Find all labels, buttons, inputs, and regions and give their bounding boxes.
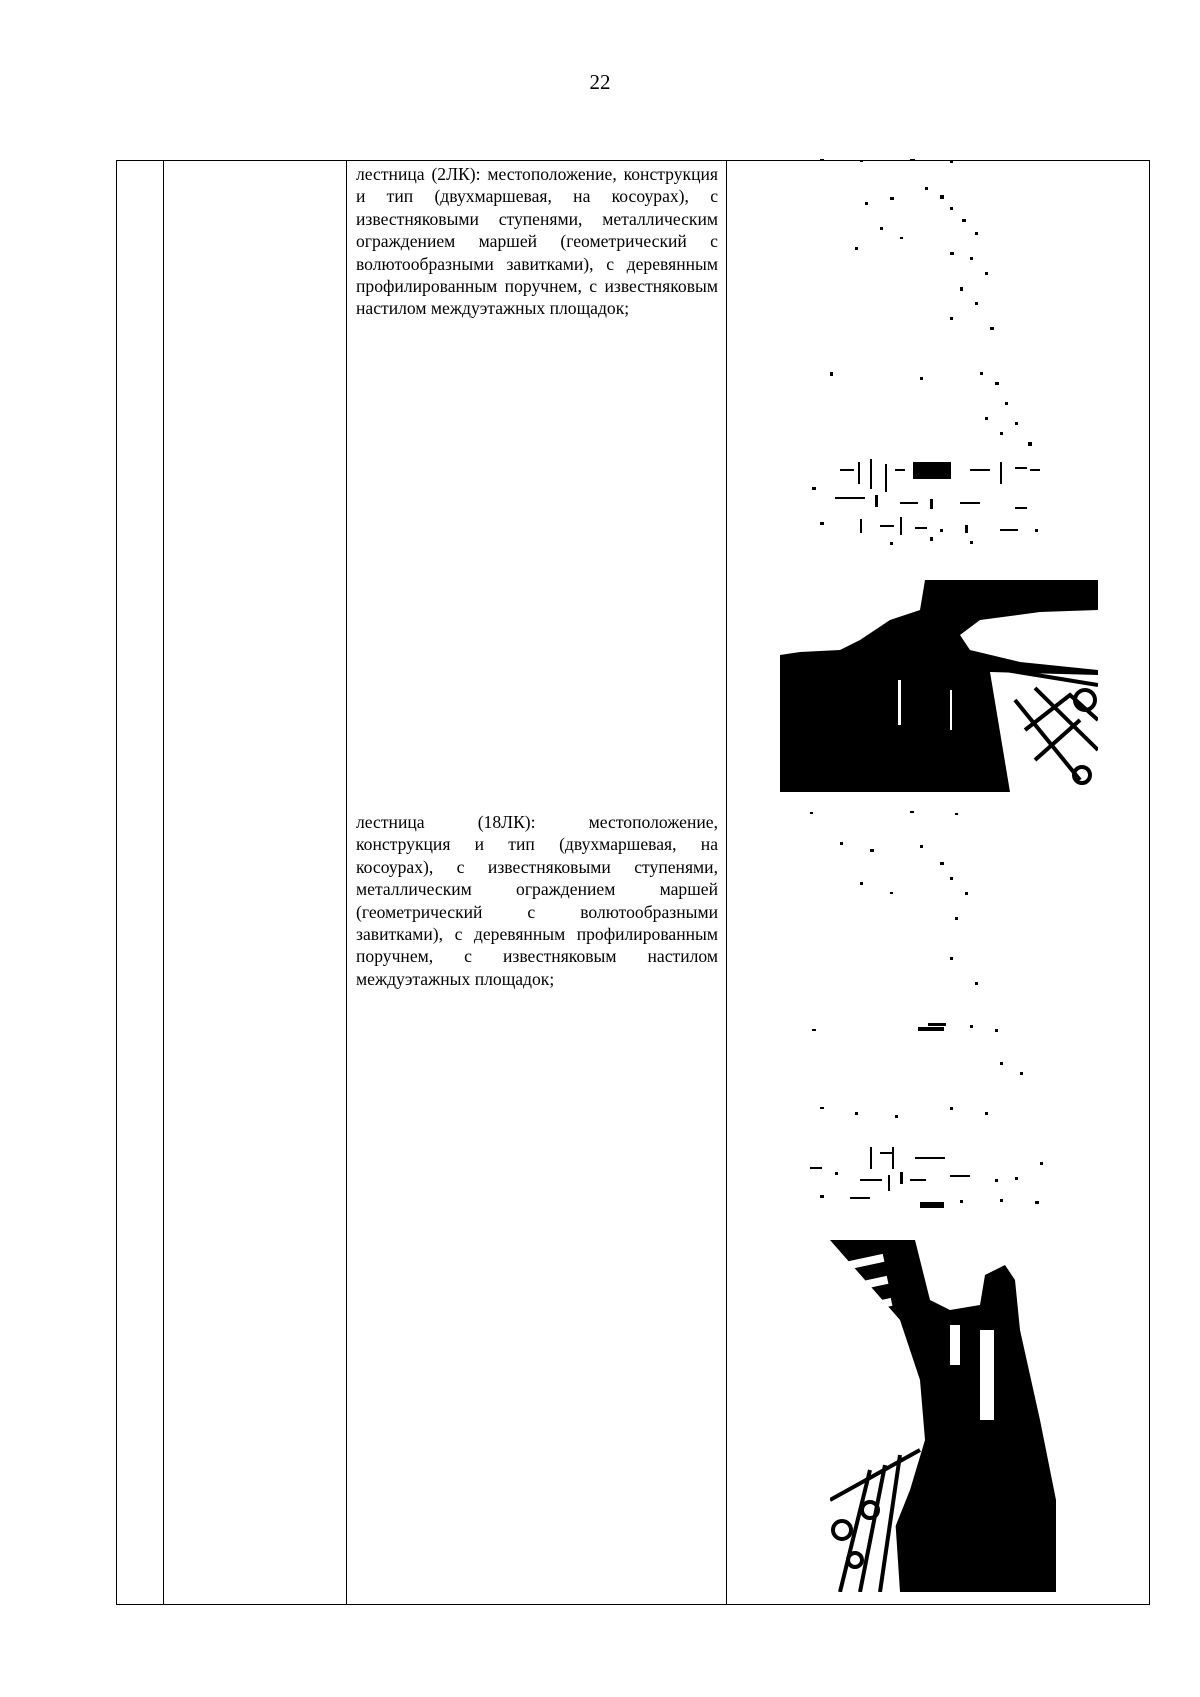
page-number: 22 (589, 70, 611, 94)
staircase-18lk-description: лестница (18ЛК): местоположение, конструкция и тип (двухмаршевая, на косоурах), с известняковыми ступенями, металлическим ограждением маршей (геометрический с волютообразными завитками), с деревянным профилированным поручнем, с известняковым настилом междуэтажных площадок; (356, 812, 718, 989)
staircase-2lk-description: лестница (2ЛК): местоположение, конструкция и тип (двухмаршевая, на косоурах), с известняковыми ступенями, металлическим ограждением маршей (геометрический с волютообразными завитками), с деревянным профилированным поручнем, с известняковым настилом междуэтажных площадок; (356, 164, 718, 319)
column-divider-3 (726, 161, 727, 1604)
column-divider-2 (346, 161, 347, 1604)
column-divider-1 (163, 161, 164, 1604)
staircase-18lk-photo-upper (800, 807, 1070, 1217)
staircase-2lk-photo-railing (780, 580, 1098, 792)
staircase-2lk-photo-upper (800, 157, 1070, 549)
staircase-18lk-photo-flight (830, 1240, 1056, 1592)
